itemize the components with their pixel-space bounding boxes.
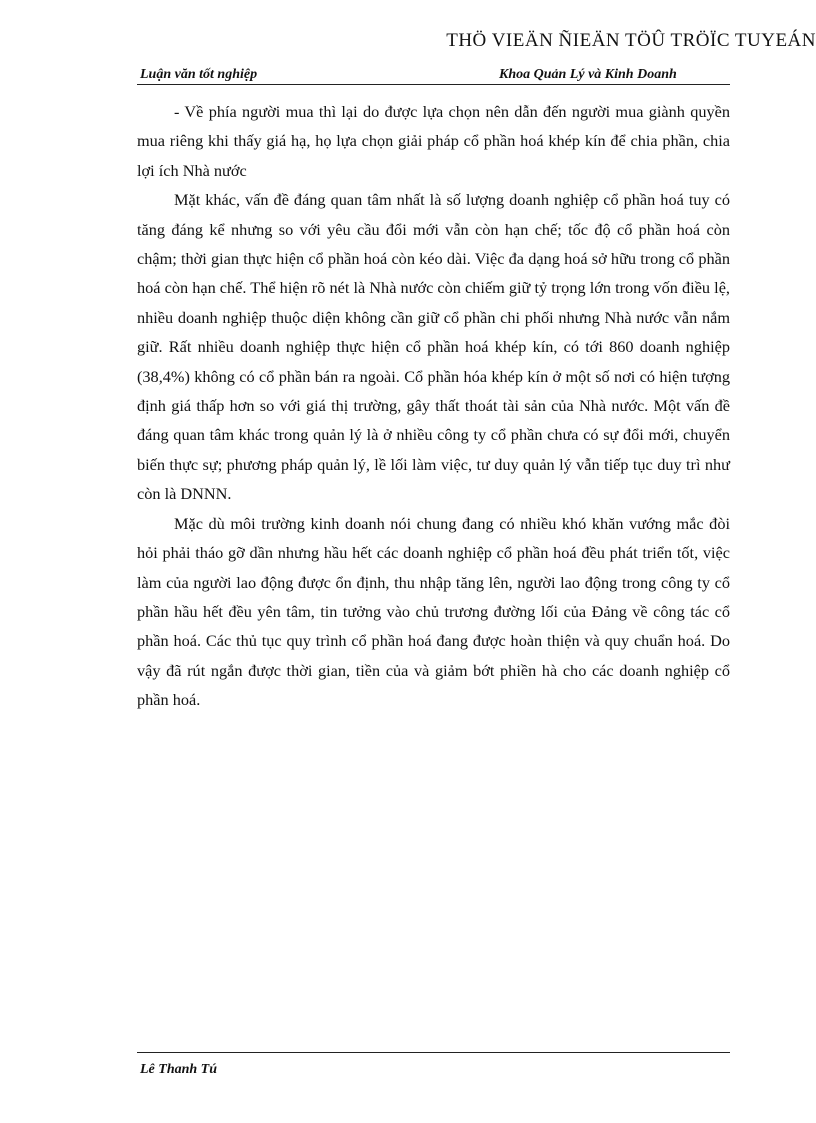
page-footer bbox=[137, 1052, 730, 1077]
page-header bbox=[137, 66, 730, 85]
library-banner: THÖ VIEÄN ÑIEÄN TÖÛ TRÖÏC TUYEÁN bbox=[446, 30, 816, 51]
paragraph-outcomes: Mặc dù môi trường kinh doanh nói chung đang có nhiều khó khăn vướng mắc đòi hỏi phải tháo gỡ dần nhưng hầu hết các doanh nghiệp cổ phần hoá đều phát triển tốt, việc làm của người lao động được ổn định, thu nhập tăng lên, người lao động trong công ty cổ phần hầu hết đều yên tâm, tin tưởng vào chủ trương đường lối của Đảng về công tác cổ phần hoá. Các thủ tục quy trình cổ phần hoá đang được hoàn thiện và quy chuẩn hoá. Do vậy đã rút ngắn được thời gian, tiền của và giảm bớt phiền hà cho các doanh nghiệp cổ phần hoá. bbox=[137, 513, 730, 710]
footer-author: Lê Thanh Tú bbox=[140, 1062, 218, 1077]
header-thesis-label: Luận văn tốt nghiệp bbox=[140, 67, 258, 82]
header-faculty-label: Khoa Quản Lý và Kinh Doanh bbox=[499, 67, 677, 82]
paragraph-concerns: Mặt khác, vấn đề đáng quan tâm nhất là số lượng doanh nghiệp cổ phần hoá tuy có tăng đáng kể nhưng so với yêu cầu đổi mới vẫn còn hạn chế; tốc độ cổ phần hoá còn chậm; thời gian thực hiện cổ phần hoá còn kéo dài. Việc đa dạng hoá sở hữu trong cổ phần hoá còn hạn chế. Thể hiện rõ nét là Nhà nước còn chiếm giữ tỷ trọng lớn trong vốn điều lệ, nhiều doanh nghiệp thuộc diện không cần giữ cổ phần chi phối nhưng Nhà nước vẫn nắm giữ. Rất nhiều doanh nghiệp thực hiện cổ phần hoá khép kín, có tới 860 doanh nghiệp (38,4%) không có cổ phần bán ra ngoài. Cổ phần hóa khép kín ở một số nơi có hiện tượng định giá thấp hơn so với giá thị trường, gây thất thoát tài sản của Nhà nước. Một vấn đề đáng quan tâm khác trong quản lý là ở nhiều công ty cổ phần chưa có sự đổi mới, chuyển biến thực sự; phương pháp quản lý, lề lối làm việc, tư duy quản lý vẫn tiếp tục duy trì như còn là DNNN. bbox=[137, 190, 730, 504]
paragraph-buyer-side: - Về phía người mua thì lại do được lựa chọn nên dẫn đến người mua giành quyền mua riêng khi thấy giá hạ, họ lựa chọn giải pháp cổ phần hoá khép kín để chia phần, chia lợi ích Nhà nước bbox=[137, 102, 730, 180]
document-body bbox=[137, 97, 730, 715]
